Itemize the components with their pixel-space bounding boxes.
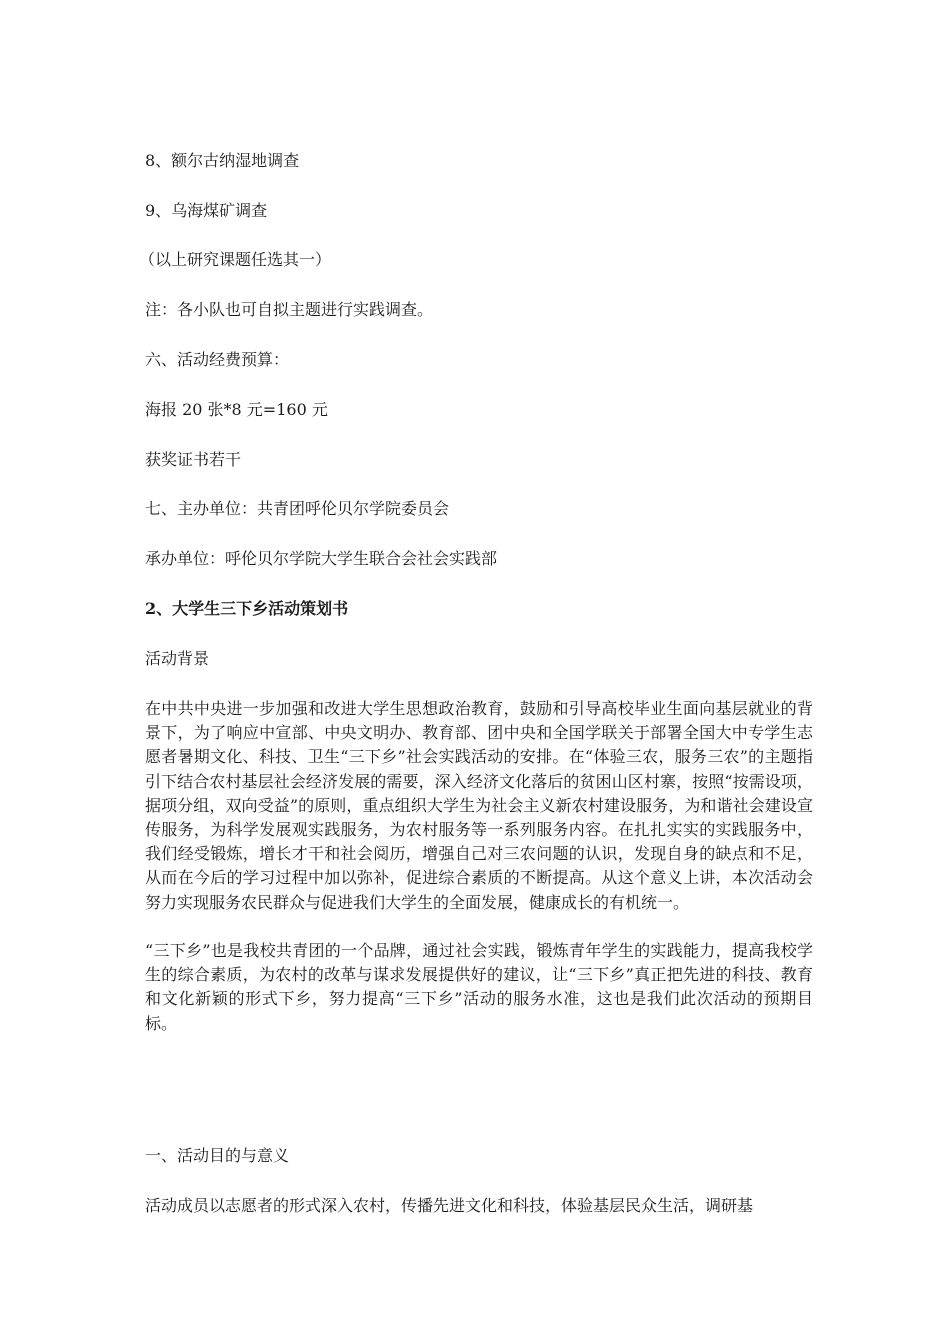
background-paragraph-1: 在中共中央进一步加强和改进大学生思想政治教育，鼓励和引导高校毕业生面向基层就业的背景下，为了响应中宣部、中央文明办、教育部、团中央和全国学联关于部署全国大中专学生志愿者暑期文化、科技、卫生“三下乡”社会实践活动的安排。在“体验三农，服务三农”的主题指引下结合农村基层社会经济发展的需要，深入经济文化落后的贫困山区村寨，按照“按需设项，据项分组，双向受益”的原则，重点组织大学生为社会主义新农村建设服务，为和谐社会建设宣传服务，为科学发展观实践服务，为农村服务等一系列服务内容。在扎扎实实的实践服务中，我们经受锻炼，增长才干和社会阅历，增强自己对三农问题的认识，发现自身的缺点和不足，从而在今后的学习过程中加以弥补，促进综合素质的不断提高。从这个意义上讲，本次活动会努力实现服务农民群众与促进我们大学生的全面发展，健康成长的有机统一。 [145,699,813,912]
document-page [139,0,813,1344]
background-paragraph-2: “三下乡”也是我校共青团的一个品牌，通过社会实践，锻炼青年学生的实践能力，提高我校学生的综合素质，为农村的改革与谋求发展提供好的建议，让“三下乡”真正把先进的科技、教育和文化新颖的形式下乡，努力提高“三下乡”活动的服务水准，这也是我们此次活动的预期目标。 [145,941,813,1033]
section-7-organizer: 七、主办单位：共青团呼伦贝尔学院委员会 [145,499,450,518]
item-9: 9、乌海煤矿调查 [145,201,268,220]
section-1-paragraph: 活动成员以志愿者的形式深入农村，传播先进文化和科技，体验基层民众生活，调研基 [145,1196,754,1215]
budget-poster: 海报 20 张*8 元=160 元 [145,400,328,419]
section-1-heading: 一、活动目的与意义 [145,1146,290,1165]
doc2-title: 2、大学生三下乡活动策划书 [145,599,349,618]
topic-note: （以上研究课题任选其一） [139,250,332,269]
co-organizer: 承办单位：呼伦贝尔学院大学生联合会社会实践部 [145,549,498,568]
background-heading: 活动背景 [145,649,210,668]
section-6-heading: 六、活动经费预算： [145,350,290,369]
item-8: 8、额尔古纳湿地调查 [145,151,300,170]
self-note: 注：各小队也可自拟主题进行实践调查。 [145,300,434,319]
budget-certificate: 获奖证书若干 [145,450,242,469]
